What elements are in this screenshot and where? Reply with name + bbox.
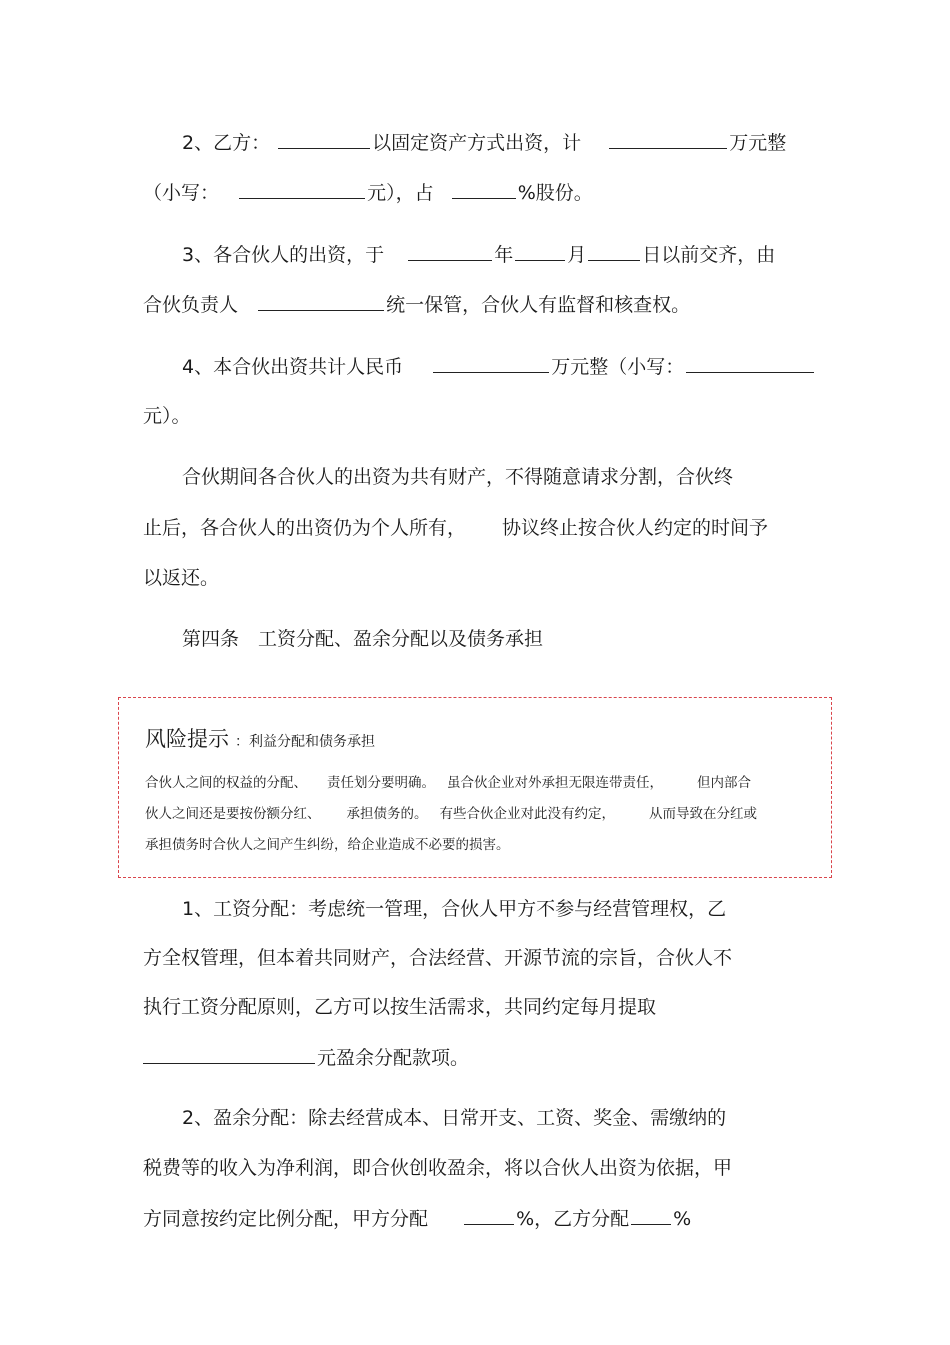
month-blank[interactable] (515, 242, 565, 261)
section-3-line-2 (143, 292, 690, 317)
monthly-amount-blank[interactable] (143, 1045, 315, 1064)
risk-line-1-b: 责任划分要明确。 (327, 775, 435, 791)
amount-blank[interactable] (609, 130, 727, 149)
lowercase-label: （小写： (143, 182, 220, 204)
article-4-heading: 第四条 工资分配、盈余分配以及债务承担 (182, 628, 544, 650)
party-b-name-blank[interactable] (278, 130, 370, 149)
surplus-distribution-line-3 (143, 1206, 691, 1231)
yuan-share-text: 元），占 (367, 182, 434, 204)
percent-sign: % (673, 1208, 692, 1230)
total-lowercase-blank[interactable] (686, 354, 814, 373)
total-capital-label: 4、本合伙出资共计人民币 (182, 356, 404, 378)
lowercase-amount-blank[interactable] (239, 180, 365, 199)
share-percent-blank[interactable] (452, 180, 516, 199)
risk-line-2-b: 承担债务的。 (346, 806, 428, 822)
risk-line-2-c: 有些合伙企业对此没有约定， (439, 806, 615, 822)
monthly-amount-text: 元盈余分配款项。 (317, 1047, 470, 1069)
party-b-ratio-text: %，乙方分配 (516, 1208, 630, 1230)
fixed-asset-text: 以固定资产方式出资，计 (372, 132, 582, 154)
section-3-intro: 3、各合伙人的出资，于 (182, 244, 385, 266)
section-4-line-1 (182, 354, 816, 379)
year-label: 年 (494, 244, 514, 266)
risk-notice-line-1 (145, 774, 751, 792)
risk-notice-subtitle: ：利益分配和债务承担 (235, 734, 375, 750)
risk-line-1-a: 合伙人之间的权益的分配、 (145, 775, 307, 791)
manager-label: 合伙负责人 (143, 294, 239, 316)
surplus-distribution-line-2: 税费等的收入为净利润，即合伙创收盈余，将以合伙人出资为依据，甲 (143, 1157, 733, 1179)
party-b-label: 2、乙方： (182, 132, 271, 154)
day-blank[interactable] (588, 242, 640, 261)
risk-line-2-a: 伙人之间还是要按份额分红、 (145, 806, 321, 822)
surplus-distribution-line-1: 2、盈余分配：除去经营成本、日常开支、工资、奖金、需缴纳的 (182, 1107, 727, 1129)
year-blank[interactable] (408, 242, 492, 261)
property-paragraph-line-3: 以返还。 (143, 567, 220, 589)
risk-notice-title-row (145, 726, 375, 755)
wage-distribution-line-2: 方全权管理，但本着共同财产，合法经营、开源节流的宗旨，合伙人不 (143, 947, 733, 969)
risk-line-2-d: 从而导致在分红或 (649, 806, 757, 822)
risk-notice-line-2 (145, 805, 757, 823)
share-text: %股份。 (517, 182, 593, 204)
party-b-contribution-line-1 (182, 130, 786, 155)
section-3-line-1 (182, 242, 775, 267)
ratio-intro-text: 方同意按约定比例分配，甲方分配 (143, 1208, 429, 1230)
party-b-contribution-line-2 (143, 180, 593, 205)
party-a-percent-blank[interactable] (464, 1206, 514, 1225)
property-paragraph-line-2 (143, 516, 768, 540)
custody-text: 统一保管，合伙人有监督和核查权。 (386, 294, 691, 316)
risk-line-1-c: 虽合伙企业对外承担无限连带责任， (447, 775, 663, 791)
deadline-text: 日以前交齐，由 (642, 244, 776, 266)
wage-distribution-line-3: 执行工资分配原则，乙方可以按生活需求，共同约定每月提取 (143, 996, 657, 1018)
risk-notice-box (118, 697, 832, 878)
unit-text: 万元整 (729, 132, 787, 154)
wage-distribution-line-4 (143, 1045, 469, 1070)
party-b-percent-blank[interactable] (631, 1206, 671, 1225)
property-text-b: 协议终止按合伙人约定的时间予 (502, 517, 769, 539)
property-paragraph-line-1: 合伙期间各合伙人的出资为共有财产，不得随意请求分割，合伙终 (182, 466, 734, 488)
month-label: 月 (567, 244, 587, 266)
risk-notice-line-3: 承担债务时合伙人之间产生纠纷，给企业造成不必要的损害。 (145, 837, 510, 853)
total-amount-blank[interactable] (433, 354, 549, 373)
risk-notice-title: 风险提示 (145, 727, 229, 751)
manager-name-blank[interactable] (258, 292, 384, 311)
property-text-a: 止后，各合伙人的出资仍为个人所有， (143, 517, 467, 539)
total-unit-text: 万元整（小写： (551, 356, 685, 378)
risk-line-1-d: 但内部合 (697, 775, 751, 791)
section-4-line-2: 元）。 (143, 405, 191, 427)
wage-distribution-line-1: 1、工资分配：考虑统一管理，合伙人甲方不参与经营管理权，乙 (182, 898, 727, 920)
